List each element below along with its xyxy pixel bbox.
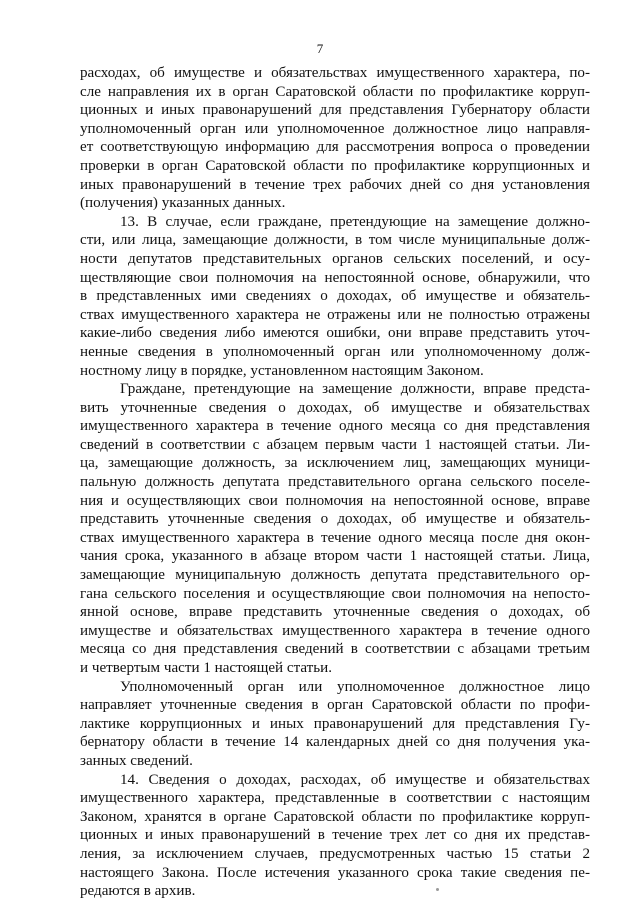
text-line: бернатору области в течение 14 календарных дней со дня получения ука- — [80, 734, 590, 751]
text-line: в представленных ими сведениях о доходах, об имуществе и обязатель- — [80, 288, 590, 305]
text-line: лактике коррупционных и иных правонарушений для представления Гу- — [80, 715, 590, 732]
text-line: направляет уточненные сведения в орган Саратовской области по профи- — [80, 697, 590, 714]
text-line: какие-либо сведения либо имеются ошибки, они вправе представить уточ- — [80, 325, 590, 342]
text-line: ствах имущественного характера не отражены или не полностью отражены — [80, 306, 590, 323]
text-line: ствах имущественного характера в течение одного месяца после дня окон- — [80, 529, 590, 546]
paragraph — [80, 771, 590, 901]
text-line: чания срока, указанного в абзаце втором части 1 настоящей статьи. Лица, — [80, 548, 590, 565]
text-line: ционных и иных правонарушений для представления Губернатору области — [80, 102, 590, 119]
text-line: Уполномоченный орган или уполномоченное должностное лицо — [120, 678, 590, 695]
scan-artifact — [436, 888, 439, 891]
text-line: Законом, хранятся в органе Саратовской области по профилактике корруп- — [80, 808, 590, 825]
text-line: ца, замещающие должность, за исключением лиц, замещающих муници- — [80, 455, 590, 472]
text-line: настоящего Закона. После истечения указанного срока такие сведения пе- — [80, 864, 590, 881]
paragraph — [80, 213, 590, 380]
text-line: пальную должность депутата представительного органа сельского поселе- — [80, 474, 590, 491]
text-line: иных правонарушений в течение трех рабочих дней со дня установления — [80, 176, 590, 193]
text-line: представить уточненные сведения о доходах, об имуществе и обязатель- — [80, 511, 590, 528]
text-line: 13. В случае, если граждане, претендующие на замещение должно- — [120, 213, 590, 230]
text-line: проверки в орган Саратовской области по профилактике коррупционных и — [80, 157, 590, 174]
text-line: ненные сведения в уполномоченный орган или уполномоченному долж- — [80, 343, 590, 360]
text-line: сти, или лица, замещающие должности, в том числе муниципальные долж- — [80, 232, 590, 249]
text-line: имущественного характера в течение одного месяца со дня представления — [80, 418, 590, 435]
document-body — [80, 64, 590, 901]
text-line: ностному лицу в порядке, установленном настоящим Законом. — [80, 362, 484, 379]
text-line: имущественного характера, представленные в соответствии с настоящим — [80, 790, 590, 807]
text-line: 14. Сведения о доходах, расходах, об имуществе и обязательствах — [120, 771, 590, 788]
page-number: 7 — [316, 41, 324, 56]
text-line: вить уточненные сведения о доходах, об имуществе и обязательствах — [80, 399, 590, 416]
text-line: ности депутатов представительных органов сельских поселений, и осу- — [80, 250, 590, 267]
text-line: (получения) указанных данных. — [80, 195, 286, 212]
text-line: сле направления их в орган Саратовской области по профилактике корруп- — [80, 83, 590, 100]
paragraph — [80, 64, 590, 213]
text-line: ет соответствующую информацию для рассмотрения вопроса о проведении — [80, 139, 590, 156]
text-line: месяца со дня представления сведений в соответствии с абзацами третьим — [80, 641, 590, 658]
text-line: Граждане, претендующие на замещение должности, вправе предста- — [120, 381, 590, 398]
text-line: ционных и иных правонарушений в течение трех лет со дня их представ- — [80, 827, 590, 844]
text-line: редаются в архив. — [80, 883, 196, 900]
text-line: ществляющие свои полномочия на непостоянной основе, обнаружили, что — [80, 269, 590, 286]
text-line: и четвертым части 1 настоящей статьи. — [80, 660, 333, 676]
text-line: ления, за исключением случаев, предусмотренных частью 15 статьи 2 — [80, 845, 590, 862]
text-line: расходах, об имуществе и обязательствах имущественного характера, по- — [80, 65, 590, 81]
text-line: сведений в соответствии с абзацем первым части 1 настоящей статьи. Ли- — [80, 436, 590, 453]
text-line: замещающие муниципальную должность депутата представительного ор- — [80, 567, 590, 584]
paragraph — [80, 678, 590, 771]
text-line: гана сельского поселения и осуществляющие свои полномочия на непосто- — [80, 585, 590, 602]
paragraph — [80, 380, 590, 678]
text-line: имуществе и обязательствах имущественного характера в течение одного — [80, 622, 590, 639]
text-line: ния и осуществляющих свои полномочия на непостоянной основе, вправе — [80, 492, 590, 509]
text-line: уполномоченный орган или уполномоченное должностное лицо направля- — [80, 120, 590, 137]
text-line: занных сведений. — [80, 752, 193, 769]
text-line: янной основе, вправе представить уточненные сведения о доходах, об — [80, 604, 590, 621]
